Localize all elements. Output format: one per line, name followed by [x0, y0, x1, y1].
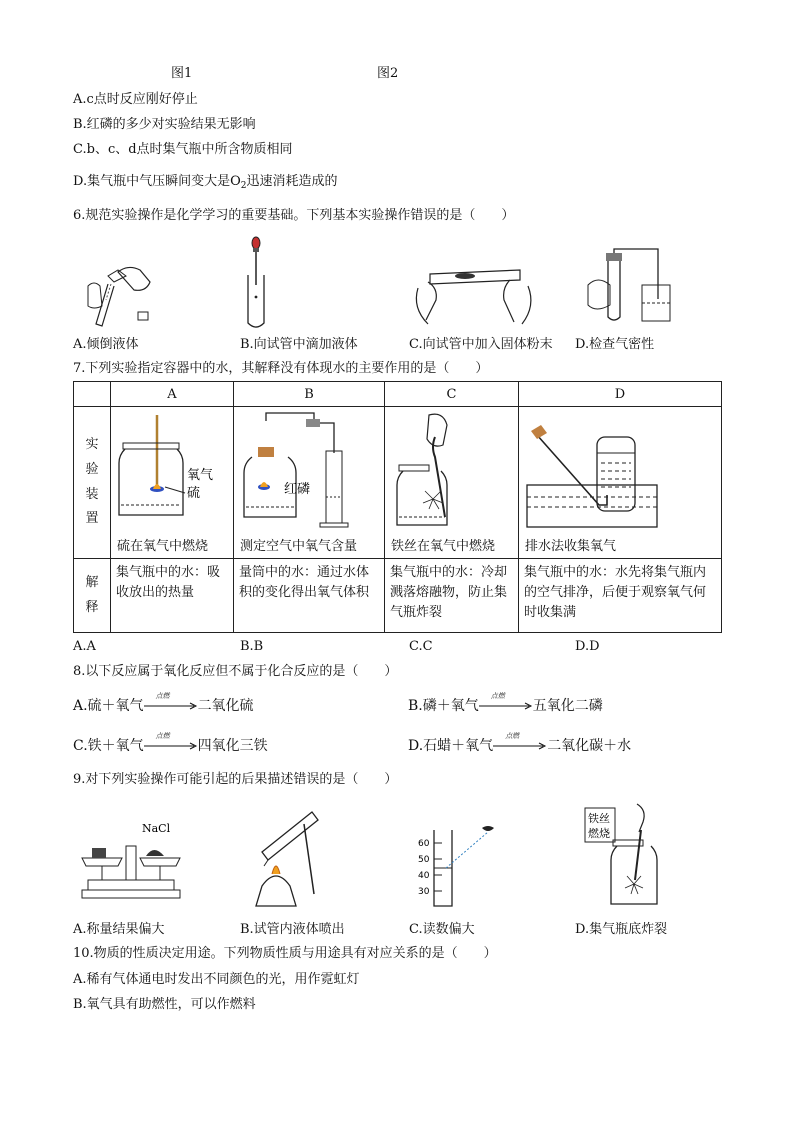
- tick-60: 60: [418, 839, 430, 849]
- figure-1-label: 图1: [171, 66, 193, 81]
- q10-option-a: A.稀有气体通电时发出不同颜色的光，用作霓虹灯: [73, 972, 360, 987]
- label-iron-wire: 铁丝: [588, 812, 610, 825]
- row-label-explanation: 解 释: [74, 559, 111, 633]
- q6-caption-a: A.倾倒液体: [73, 337, 139, 352]
- q6-figure-c-powder: [410, 258, 540, 330]
- apparatus-c-iron-wire: [385, 407, 519, 559]
- q9-figure-a-balance: [78, 818, 188, 908]
- tick-40: 40: [418, 871, 430, 881]
- label-red-phosphorus: 红磷: [284, 482, 311, 497]
- table-header-b: B: [234, 382, 385, 407]
- label-burning: 燃烧: [588, 827, 610, 840]
- q5-option-d-tail: 迅速消耗造成的: [246, 174, 338, 189]
- row-label-apparatus: 实 验 装 置: [74, 407, 111, 559]
- q9-caption-b: B.试管内液体喷出: [240, 922, 345, 937]
- explanation-a: 集气瓶中的水：吸收放出的热量: [111, 559, 234, 633]
- figure-2-label: 图2: [377, 66, 399, 81]
- reaction-arrow: 点燃: [144, 741, 198, 751]
- apparatus-b-red-phosphorus: [234, 407, 385, 559]
- label-sulfur: 硫: [187, 486, 201, 501]
- explanation-c: 集气瓶中的水：冷却溅落熔融物，防止集气瓶炸裂: [385, 559, 519, 633]
- q6-caption-d: D.检查气密性: [575, 337, 655, 352]
- q5-option-a: A.c点时反应刚好停止: [73, 92, 198, 107]
- q6-stem: 6.规范实验操作是化学学习的重要基础。下列基本实验操作错误的是（ ）: [73, 208, 515, 223]
- q8-option-c: C.铁＋氧气 点燃 四氧化三铁: [73, 732, 268, 754]
- q5-option-d-text: D.集气瓶中气压瞬间变大是O: [73, 174, 241, 189]
- apparatus-d-water-displacement: [519, 407, 722, 559]
- explanation-b: 量筒中的水：通过水体积的变化得出氧气体积: [234, 559, 385, 633]
- q9-caption-c: C.读数偏大: [409, 922, 475, 937]
- q7-experiment-table: [73, 381, 722, 633]
- q9-figure-d-iron-combustion: [583, 800, 673, 910]
- q7-option-d: D.D: [575, 639, 600, 654]
- q5-option-b: B.红磷的多少对实验结果无影响: [73, 117, 256, 132]
- q7-option-a: A.A: [73, 639, 96, 654]
- tick-30: 30: [418, 887, 430, 897]
- q7-stem: 7.下列实验指定容器中的水，其解释没有体现水的主要作用的是（ ）: [73, 361, 489, 376]
- q6-caption-c: C.向试管中加入固体粉末: [409, 337, 553, 352]
- q8-option-b: B.磷＋氧气 点燃 五氧化二磷: [408, 692, 603, 714]
- q8-stem: 8.以下反应属于氧化反应但不属于化合反应的是（ ）: [73, 664, 398, 679]
- q7-option-b: B.B: [240, 639, 264, 654]
- table-header-c: C: [385, 382, 519, 407]
- q6-figure-b-dropper: [236, 235, 276, 330]
- apparatus-a-sulfur: [111, 407, 234, 559]
- reaction-arrow: 点燃: [479, 701, 533, 711]
- apparatus-c-caption: 铁丝在氧气中燃烧: [391, 539, 496, 554]
- reaction-arrow: 点燃: [144, 701, 198, 711]
- apparatus-a-caption: 硫在氧气中燃烧: [117, 539, 209, 554]
- q6-caption-b: B.向试管中滴加液体: [240, 337, 358, 352]
- q9-stem: 9.对下列实验操作可能引起的后果描述错误的是（ ）: [73, 772, 398, 787]
- apparatus-d-caption: 排水法收集氧气: [525, 539, 617, 554]
- q9-figure-c-cylinder-reading: [412, 820, 502, 912]
- q6-figure-d-airtightness: [578, 245, 678, 330]
- q5-option-c: C.b、c、d点时集气瓶中所含物质相同: [73, 142, 293, 157]
- q9-caption-d: D.集气瓶底炸裂: [575, 922, 668, 937]
- table-corner: [74, 382, 111, 407]
- q10-option-b: B.氧气具有助燃性，可以作燃料: [73, 997, 256, 1012]
- explanation-d: 集气瓶中的水：水先将集气瓶内的空气排净，后便于观察氧气何时收集满: [519, 559, 722, 633]
- tick-50: 50: [418, 855, 430, 865]
- apparatus-b-caption: 测定空气中氧气含量: [240, 539, 358, 554]
- q9-figure-b-heating: [242, 804, 332, 912]
- label-oxygen: 氧气: [187, 468, 214, 483]
- q9-caption-a: A.称量结果偏大: [73, 922, 165, 937]
- q5-option-d: [73, 174, 338, 192]
- label-nacl: NaCl: [142, 822, 171, 835]
- q8-option-d: D.石蜡＋氧气 点燃 二氧化碳＋水: [408, 732, 632, 754]
- q7-option-c: C.C: [409, 639, 433, 654]
- table-header-d: D: [519, 382, 722, 407]
- q8-option-a: A.硫＋氧气 点燃 二氧化硫: [73, 692, 254, 714]
- q5-option-d-subscript: 2: [240, 181, 247, 191]
- table-header-a: A: [111, 382, 234, 407]
- q10-stem: 10.物质的性质决定用途。下列物质性质与用途具有对应关系的是（ ）: [73, 946, 497, 961]
- reaction-arrow: 点燃: [493, 741, 547, 751]
- q6-figure-a-pouring-liquid: [78, 262, 158, 332]
